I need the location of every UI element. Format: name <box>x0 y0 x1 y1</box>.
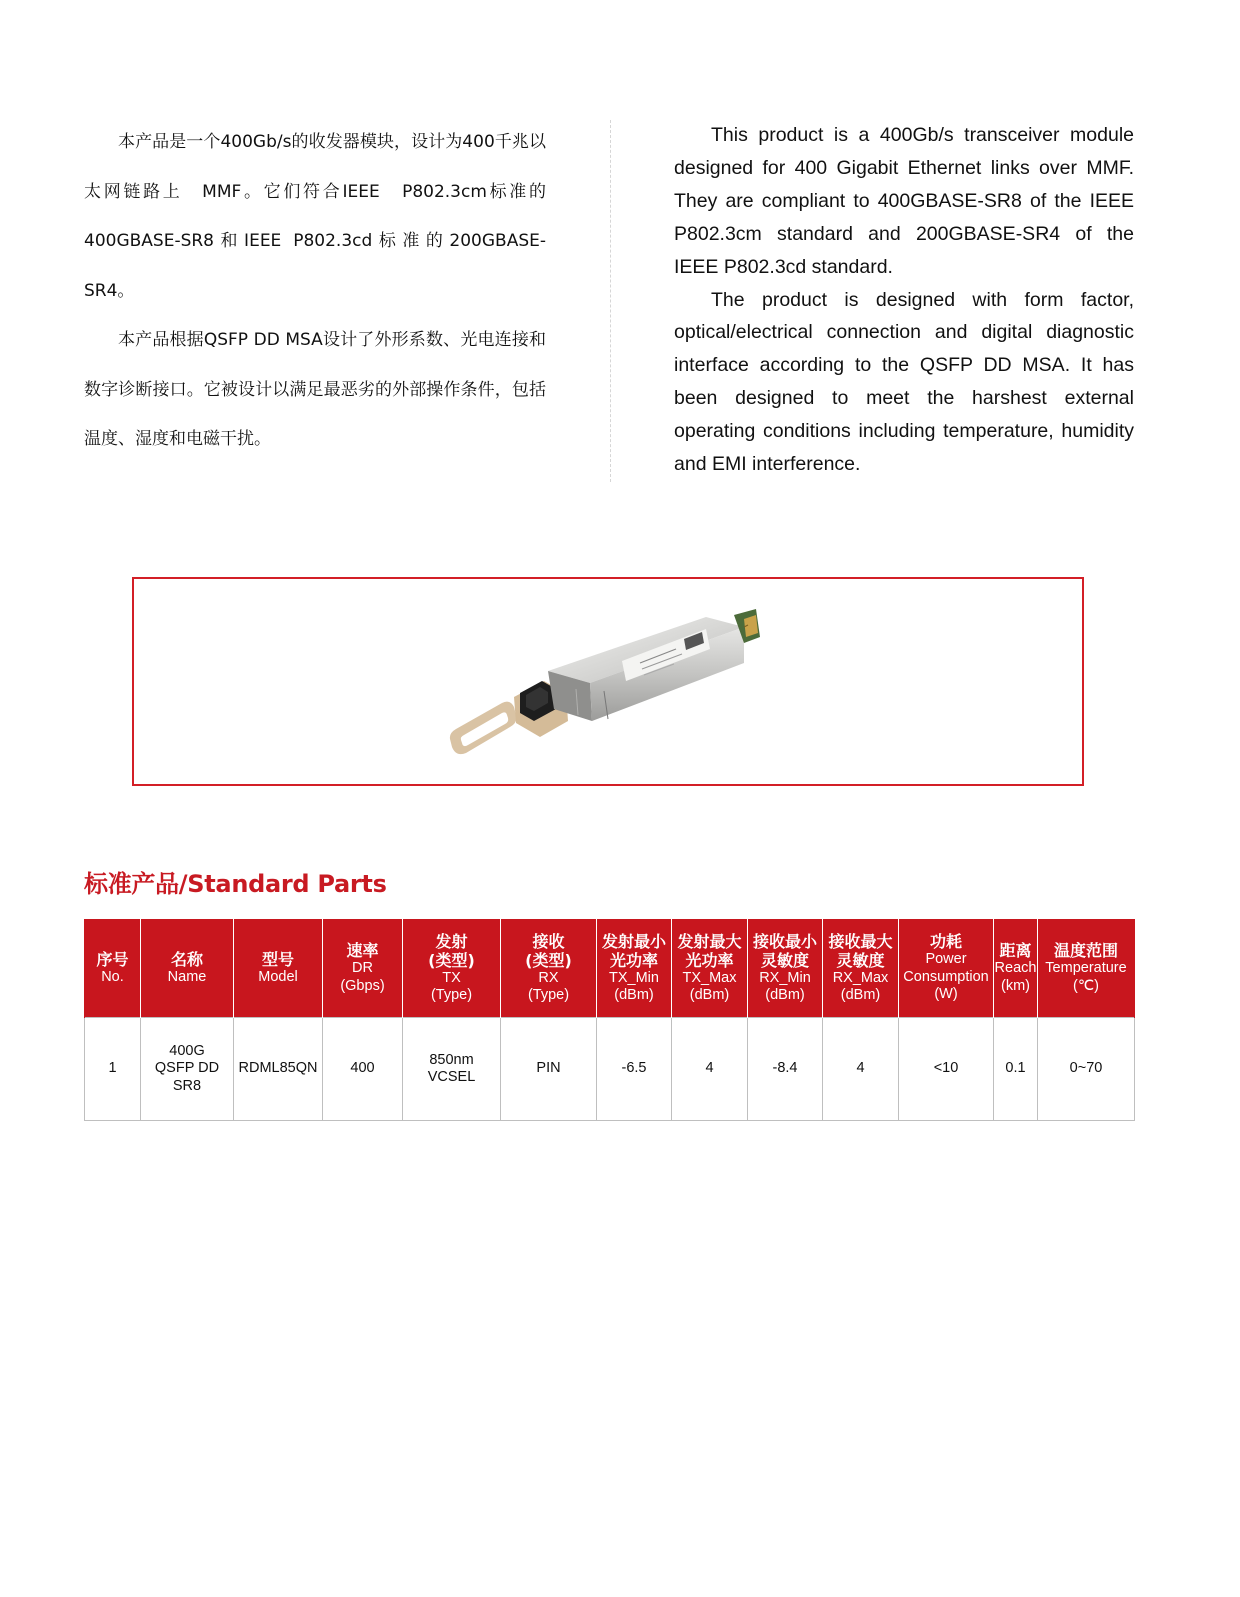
header-en-label: Temperature <box>1045 960 1127 976</box>
header-en-label: (km) <box>1001 977 1030 994</box>
header-cell <box>597 919 672 1018</box>
table-cell: 4 <box>672 1018 748 1121</box>
table-cell: -6.5 <box>597 1018 672 1121</box>
header-en-label: No. <box>101 968 124 985</box>
header-zh-label: 型号 <box>261 949 294 969</box>
header-zh-label: 名称 <box>170 949 203 969</box>
table-cell: 400 <box>323 1018 403 1121</box>
header-en-label: TX_Min <box>609 969 659 986</box>
table-cell: 1 <box>85 1018 141 1121</box>
header-en-label: (Type) <box>527 987 570 1003</box>
table-cell: 850nm VCSEL <box>403 1018 501 1121</box>
table-cell: 0.1 <box>994 1018 1038 1121</box>
header-en-label: Model <box>258 968 298 985</box>
header-en-label: TX_Max <box>682 969 737 986</box>
header-zh-label: 功耗 <box>929 932 962 952</box>
header-cell <box>899 919 994 1018</box>
table-cell: 400G QSFP DD SR8 <box>141 1018 234 1121</box>
header-en-label: Name <box>167 968 207 985</box>
header-cell <box>403 919 501 1018</box>
header-en-label: (Type) <box>430 987 473 1003</box>
header-zh-label: 接收最大 灵敏度 <box>828 931 893 970</box>
header-cell <box>748 919 823 1018</box>
header-en-label: DR <box>352 960 373 976</box>
header-cell <box>672 919 748 1018</box>
header-zh-label: 发射最大 光功率 <box>677 931 742 970</box>
header-en-label: (dBm) <box>765 987 805 1003</box>
header-cell <box>1038 919 1135 1018</box>
header-en-label: (dBm) <box>840 987 881 1003</box>
header-zh-label: 速率 <box>346 941 379 960</box>
table-body <box>85 1018 1135 1121</box>
header-cell <box>994 919 1038 1018</box>
header-cell <box>323 919 403 1018</box>
header-zh-label: 发射最小 光功率 <box>601 931 666 970</box>
header-cell <box>234 919 323 1018</box>
table-cell: -8.4 <box>748 1018 823 1121</box>
english-intro <box>674 119 1134 481</box>
table-cell: <10 <box>899 1018 994 1121</box>
header-zh-label: 距离 <box>999 941 1032 960</box>
table-cell: PIN <box>501 1018 597 1121</box>
transceiver-module-image <box>444 597 764 767</box>
header-en-label: RX_Min <box>759 969 811 986</box>
table-row <box>85 1018 1135 1121</box>
table-cell: RDML85QN <box>234 1018 323 1121</box>
header-en-label: (W) <box>934 986 958 1003</box>
header-en-label: RX_Max <box>832 969 889 986</box>
header-en-label: (Gbps) <box>340 977 385 994</box>
header-en-label: Power <box>925 951 967 968</box>
header-en-label: (dBm) <box>689 987 730 1003</box>
en-paragraph-1: This product is a 400Gb/s transceiver module designed for 400 Gigabit Ethernet links over MMF. They are compliant to 400GBASE-SR8 of the IEEE P802.3cm standard and 200GBASE-SR4 of the IEEE P802.3cd standard. <box>674 124 1134 278</box>
chinese-intro <box>84 118 546 465</box>
standard-parts-table <box>84 919 1135 1121</box>
en-paragraph-2: The product is designed with form factor, optical/electrical connection and digital diagnostic interface according to the QSFP DD MSA. It has been designed to meet the harshest external operating conditions including temperature, humidity and EMI interference. <box>674 288 1134 476</box>
header-zh-label: 发射 (类型) <box>428 931 475 970</box>
header-en-label: TX <box>442 969 461 986</box>
header-zh-label: 接收最小 灵敏度 <box>752 931 817 970</box>
column-divider <box>610 120 611 482</box>
table-header-row <box>85 919 1135 1018</box>
zh-paragraph-1: 本产品是一个400Gb/s的收发器模块，设计为400千兆以太网链路上 MMF。它们符合IEEE P802.3cm标准的400GBASE-SR8和IEEE P802.3cd标准的200GBASE-SR4。 <box>84 132 546 301</box>
header-cell <box>85 919 141 1018</box>
header-cell <box>501 919 597 1018</box>
product-photo-frame <box>132 577 1084 786</box>
header-en-label: Consumption <box>903 968 989 985</box>
header-en-label: RX <box>538 969 559 986</box>
table-cell: 4 <box>823 1018 899 1121</box>
header-zh-label: 温度范围 <box>1053 941 1118 960</box>
header-zh-label: 接收 (类型) <box>525 931 572 970</box>
table-cell: 0~70 <box>1038 1018 1135 1121</box>
header-cell <box>823 919 899 1018</box>
header-zh-label: 序号 <box>96 949 129 969</box>
zh-paragraph-2: 本产品根据QSFP DD MSA设计了外形系数、光电连接和数字诊断接口。它被设计以满足最恶劣的外部操作条件，包括温度、湿度和电磁干扰。 <box>84 330 546 449</box>
section-title: 标准产品/Standard Parts <box>84 870 387 898</box>
header-en-label: (dBm) <box>614 987 654 1003</box>
header-en-label: (℃) <box>1073 977 1099 994</box>
header-cell <box>141 919 234 1018</box>
header-en-label: Reach <box>994 960 1037 976</box>
